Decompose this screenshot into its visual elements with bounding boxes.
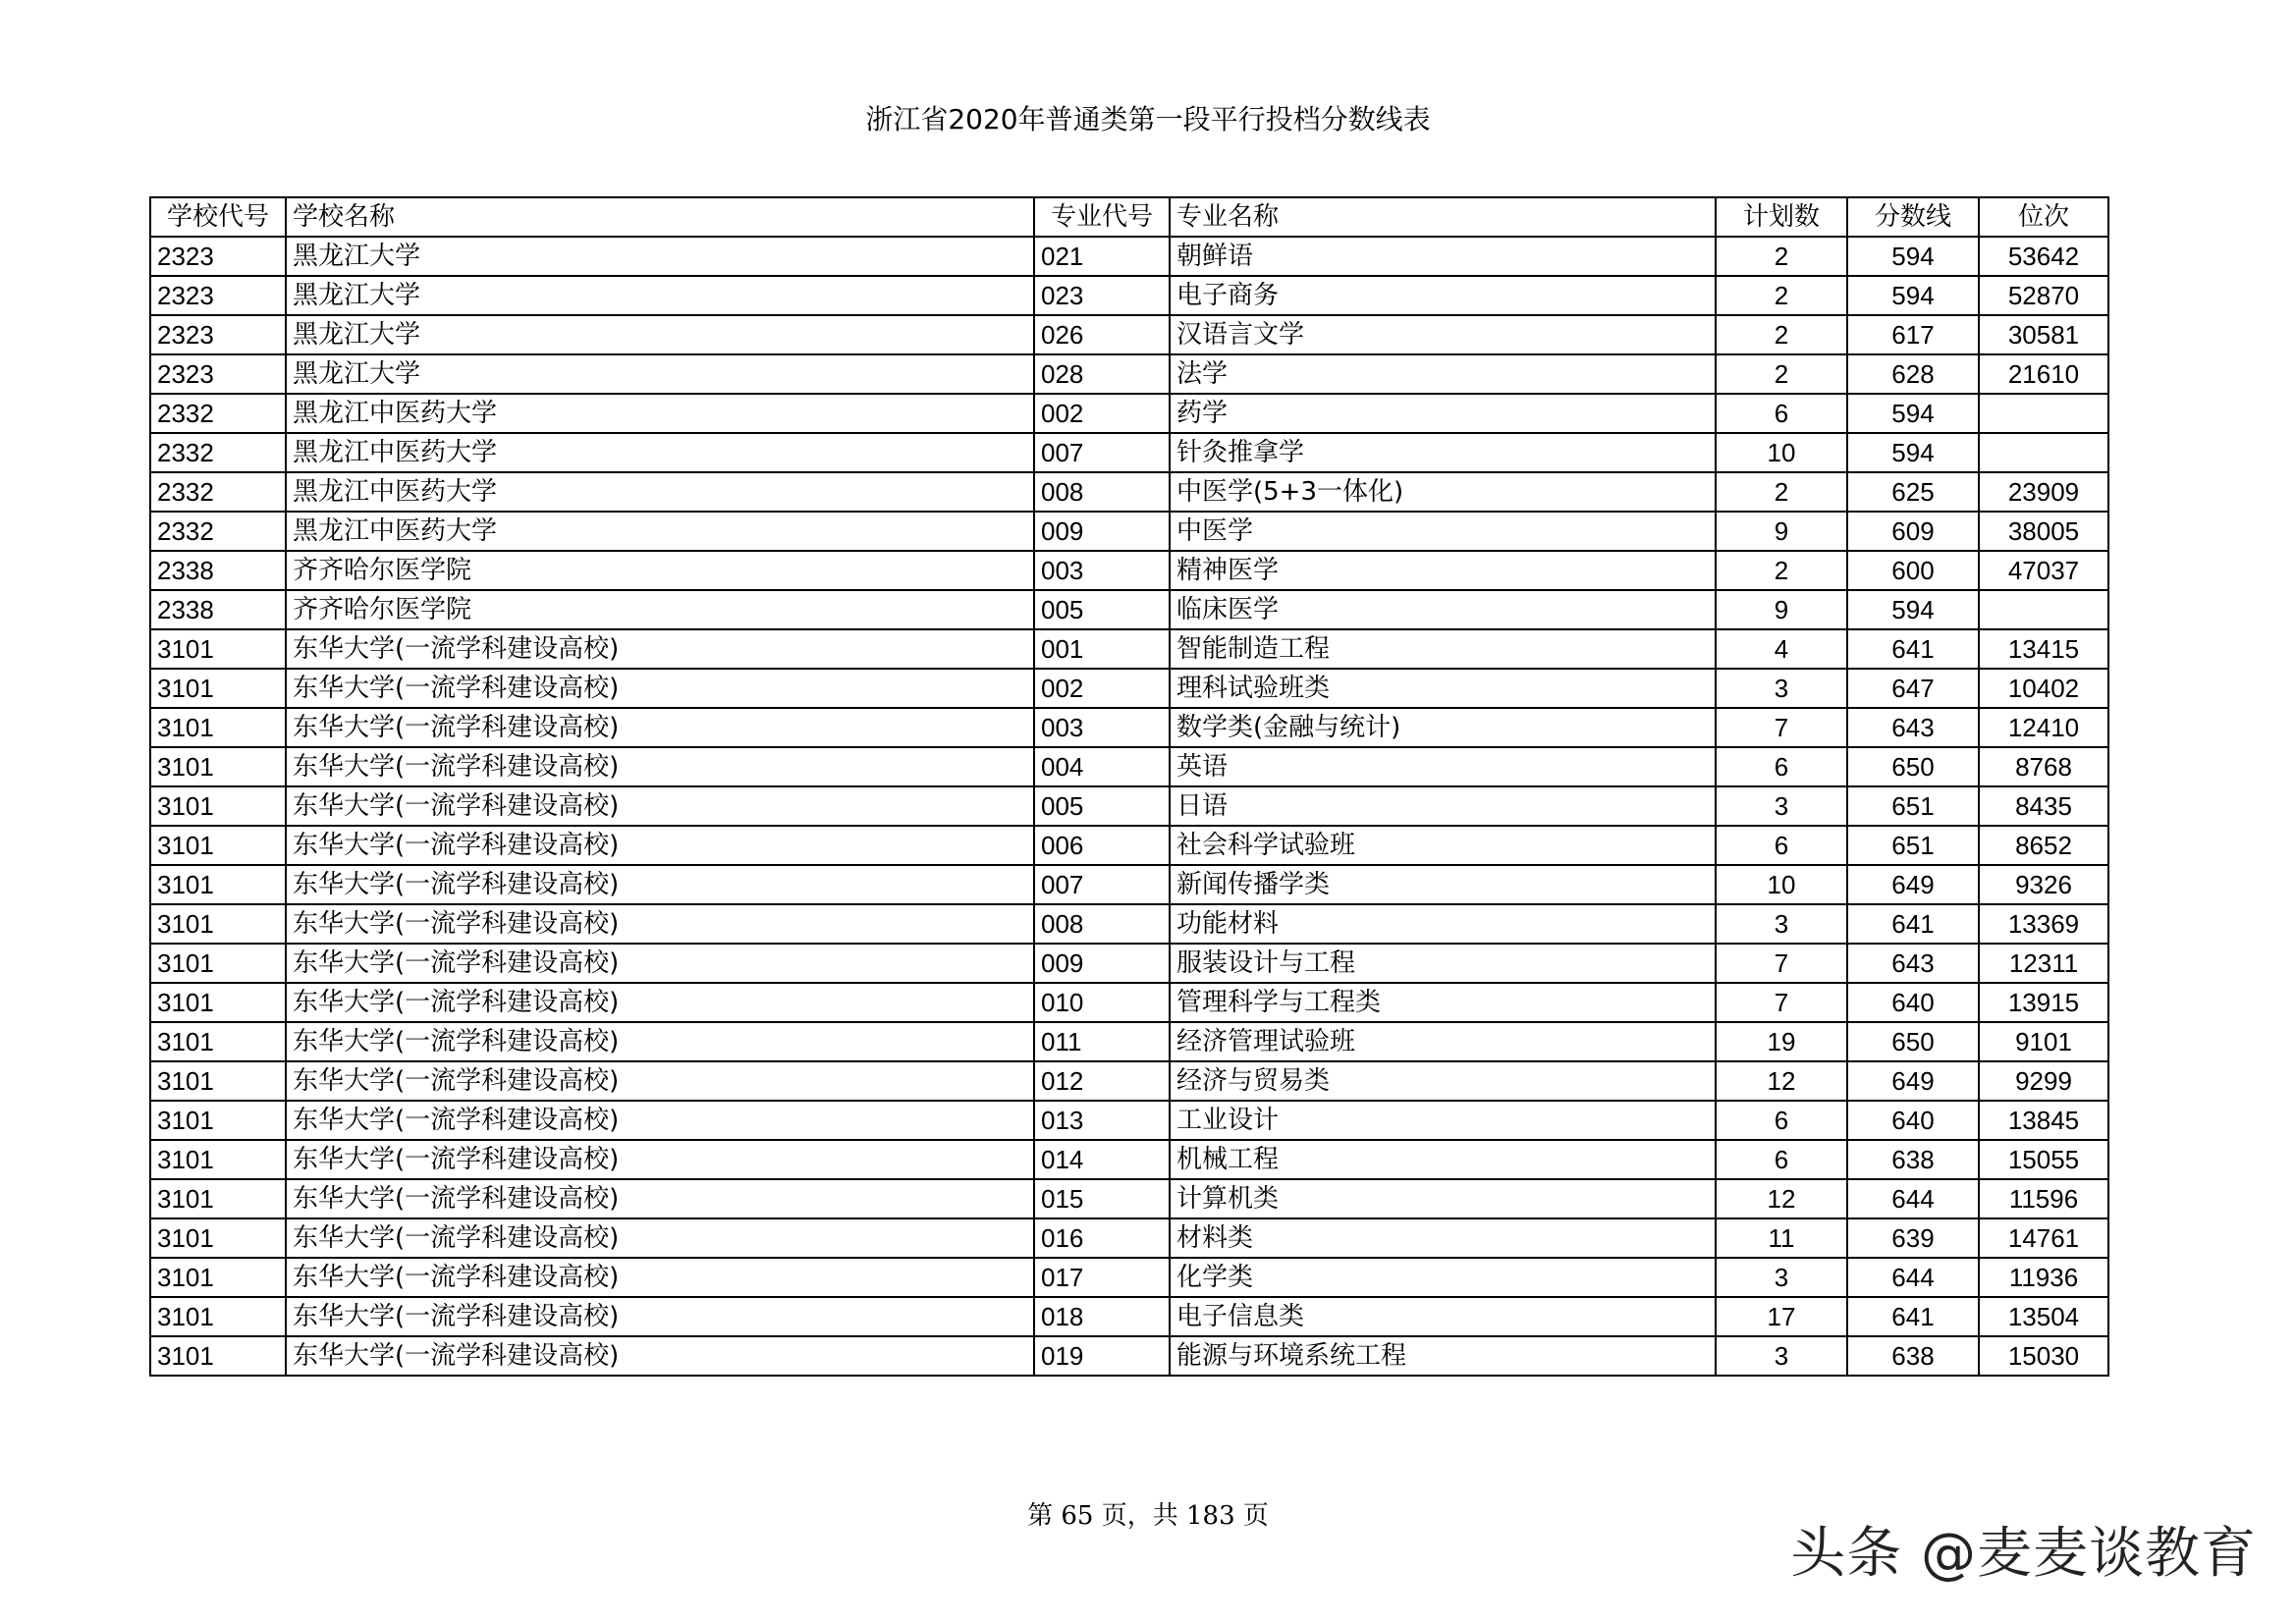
cell-school-name: 东华大学(一流学科建设高校)	[286, 786, 1034, 826]
cell-major-code: 019	[1034, 1336, 1170, 1376]
table-row	[150, 1297, 2108, 1336]
cell-plan: 2	[1716, 551, 1847, 590]
cell-major-name: 机械工程	[1170, 1140, 1716, 1179]
cell-plan: 3	[1716, 786, 1847, 826]
cell-plan: 3	[1716, 669, 1847, 708]
cell-plan: 9	[1716, 590, 1847, 629]
cell-school-name: 东华大学(一流学科建设高校)	[286, 826, 1034, 865]
cell-school-code: 3101	[150, 747, 286, 786]
table-row	[150, 983, 2108, 1022]
header-rank: 位次	[1979, 197, 2108, 237]
cell-score: 650	[1847, 747, 1979, 786]
table-row	[150, 1258, 2108, 1297]
cell-score: 651	[1847, 826, 1979, 865]
cell-school-name: 黑龙江中医药大学	[286, 512, 1034, 551]
cell-plan: 2	[1716, 315, 1847, 354]
cell-major-code: 011	[1034, 1022, 1170, 1061]
cell-score: 625	[1847, 472, 1979, 512]
cell-major-name: 精神医学	[1170, 551, 1716, 590]
cell-major-name: 计算机类	[1170, 1179, 1716, 1218]
table-row	[150, 1061, 2108, 1101]
cell-major-code: 003	[1034, 708, 1170, 747]
cell-rank: 13415	[1979, 629, 2108, 669]
cell-score: 640	[1847, 983, 1979, 1022]
cell-score: 644	[1847, 1258, 1979, 1297]
table-row	[150, 669, 2108, 708]
cell-plan: 2	[1716, 354, 1847, 394]
cell-major-name: 新闻传播学类	[1170, 865, 1716, 904]
cell-score: 594	[1847, 394, 1979, 433]
cell-plan: 2	[1716, 276, 1847, 315]
table-row	[150, 629, 2108, 669]
cell-major-code: 002	[1034, 394, 1170, 433]
cell-rank: 14761	[1979, 1218, 2108, 1258]
table-row	[150, 747, 2108, 786]
cell-school-name: 东华大学(一流学科建设高校)	[286, 904, 1034, 944]
cell-rank: 9101	[1979, 1022, 2108, 1061]
header-school-code: 学校代号	[150, 197, 286, 237]
cell-major-name: 理科试验班类	[1170, 669, 1716, 708]
cell-major-name: 经济管理试验班	[1170, 1022, 1716, 1061]
cell-major-code: 007	[1034, 433, 1170, 472]
table-row	[150, 1336, 2108, 1376]
cell-school-code: 2323	[150, 237, 286, 276]
cell-rank: 12410	[1979, 708, 2108, 747]
cell-score: 600	[1847, 551, 1979, 590]
cell-school-code: 2338	[150, 590, 286, 629]
cell-rank: 9299	[1979, 1061, 2108, 1101]
cell-major-code: 017	[1034, 1258, 1170, 1297]
watermark: 头条 @麦麦谈教育	[1790, 1522, 2257, 1586]
cell-score: 649	[1847, 1061, 1979, 1101]
cell-school-name: 黑龙江大学	[286, 354, 1034, 394]
cell-major-name: 社会科学试验班	[1170, 826, 1716, 865]
cell-school-code: 2332	[150, 394, 286, 433]
table-body	[150, 237, 2108, 1376]
cell-rank	[1979, 394, 2108, 433]
header-plan: 计划数	[1716, 197, 1847, 237]
cell-major-name: 材料类	[1170, 1218, 1716, 1258]
cell-school-code: 3101	[150, 1336, 286, 1376]
cell-school-code: 3101	[150, 1061, 286, 1101]
cell-major-code: 004	[1034, 747, 1170, 786]
page-title: 浙江省2020年普通类第一段平行投档分数线表	[865, 103, 1431, 135]
cell-plan: 7	[1716, 983, 1847, 1022]
table-row	[150, 904, 2108, 944]
table-row	[150, 394, 2108, 433]
cell-school-code: 2323	[150, 354, 286, 394]
cell-plan: 10	[1716, 865, 1847, 904]
cell-rank: 15055	[1979, 1140, 2108, 1179]
cell-plan: 3	[1716, 904, 1847, 944]
cell-score: 644	[1847, 1179, 1979, 1218]
cell-rank: 52870	[1979, 276, 2108, 315]
cell-rank: 8768	[1979, 747, 2108, 786]
cell-school-code: 3101	[150, 1179, 286, 1218]
cell-score: 649	[1847, 865, 1979, 904]
table-row	[150, 1218, 2108, 1258]
cell-school-code: 3101	[150, 944, 286, 983]
cell-rank: 10402	[1979, 669, 2108, 708]
table-row	[150, 708, 2108, 747]
cell-school-name: 东华大学(一流学科建设高校)	[286, 1101, 1034, 1140]
table-row	[150, 433, 2108, 472]
cell-major-name: 服装设计与工程	[1170, 944, 1716, 983]
cell-score: 640	[1847, 1101, 1979, 1140]
table-row	[150, 354, 2108, 394]
cell-rank: 38005	[1979, 512, 2108, 551]
cell-rank: 53642	[1979, 237, 2108, 276]
table-row	[150, 551, 2108, 590]
cell-rank	[1979, 590, 2108, 629]
cell-major-name: 日语	[1170, 786, 1716, 826]
cell-school-code: 3101	[150, 708, 286, 747]
table-header-row	[150, 197, 2108, 237]
cell-major-name: 经济与贸易类	[1170, 1061, 1716, 1101]
table-row	[150, 1140, 2108, 1179]
cell-major-code: 003	[1034, 551, 1170, 590]
cell-score: 647	[1847, 669, 1979, 708]
cell-school-code: 2323	[150, 315, 286, 354]
cell-rank	[1979, 433, 2108, 472]
cell-rank: 11936	[1979, 1258, 2108, 1297]
cell-school-code: 3101	[150, 669, 286, 708]
table-row	[150, 472, 2108, 512]
cell-rank: 21610	[1979, 354, 2108, 394]
cell-major-code: 006	[1034, 826, 1170, 865]
cell-score: 617	[1847, 315, 1979, 354]
cell-school-code: 3101	[150, 1258, 286, 1297]
cell-plan: 10	[1716, 433, 1847, 472]
cell-school-code: 3101	[150, 904, 286, 944]
header-school-name: 学校名称	[286, 197, 1034, 237]
cell-major-code: 005	[1034, 590, 1170, 629]
cell-school-code: 3101	[150, 983, 286, 1022]
table-row	[150, 512, 2108, 551]
cell-school-name: 东华大学(一流学科建设高校)	[286, 1297, 1034, 1336]
cell-plan: 11	[1716, 1218, 1847, 1258]
cell-score: 639	[1847, 1218, 1979, 1258]
cell-school-code: 3101	[150, 629, 286, 669]
header-major-code: 专业代号	[1034, 197, 1170, 237]
table-row	[150, 1179, 2108, 1218]
cell-rank: 9326	[1979, 865, 2108, 904]
cell-rank: 13845	[1979, 1101, 2108, 1140]
cell-school-code: 3101	[150, 865, 286, 904]
cell-school-name: 东华大学(一流学科建设高校)	[286, 1022, 1034, 1061]
cell-score: 641	[1847, 1297, 1979, 1336]
cell-major-code: 005	[1034, 786, 1170, 826]
cell-score: 628	[1847, 354, 1979, 394]
page-footer: 第 65 页，共 183 页	[1027, 1501, 1269, 1531]
cell-school-code: 3101	[150, 1101, 286, 1140]
cell-major-code: 023	[1034, 276, 1170, 315]
cell-school-code: 2332	[150, 472, 286, 512]
cell-major-name: 朝鲜语	[1170, 237, 1716, 276]
table-row	[150, 315, 2108, 354]
cell-school-name: 东华大学(一流学科建设高校)	[286, 865, 1034, 904]
cell-plan: 6	[1716, 1101, 1847, 1140]
header-major-name: 专业名称	[1170, 197, 1716, 237]
cell-major-code: 021	[1034, 237, 1170, 276]
table-row	[150, 1022, 2108, 1061]
cell-plan: 4	[1716, 629, 1847, 669]
cell-major-code: 026	[1034, 315, 1170, 354]
cell-school-name: 东华大学(一流学科建设高校)	[286, 1179, 1034, 1218]
cell-score: 638	[1847, 1140, 1979, 1179]
cell-plan: 17	[1716, 1297, 1847, 1336]
cell-plan: 12	[1716, 1179, 1847, 1218]
cell-score: 594	[1847, 276, 1979, 315]
cell-plan: 19	[1716, 1022, 1847, 1061]
cell-plan: 2	[1716, 472, 1847, 512]
cell-school-name: 东华大学(一流学科建设高校)	[286, 669, 1034, 708]
cell-rank: 13369	[1979, 904, 2108, 944]
cell-plan: 6	[1716, 747, 1847, 786]
cell-major-name: 临床医学	[1170, 590, 1716, 629]
cell-score: 650	[1847, 1022, 1979, 1061]
cell-major-name: 智能制造工程	[1170, 629, 1716, 669]
cell-school-code: 2332	[150, 433, 286, 472]
cell-major-name: 针灸推拿学	[1170, 433, 1716, 472]
cell-school-name: 东华大学(一流学科建设高校)	[286, 944, 1034, 983]
cell-major-name: 功能材料	[1170, 904, 1716, 944]
cell-major-code: 010	[1034, 983, 1170, 1022]
cell-rank: 13915	[1979, 983, 2108, 1022]
cell-school-name: 东华大学(一流学科建设高校)	[286, 983, 1034, 1022]
cell-rank: 30581	[1979, 315, 2108, 354]
cell-major-code: 008	[1034, 472, 1170, 512]
cell-score: 641	[1847, 629, 1979, 669]
cell-school-name: 黑龙江大学	[286, 315, 1034, 354]
cell-major-name: 英语	[1170, 747, 1716, 786]
cell-school-name: 齐齐哈尔医学院	[286, 551, 1034, 590]
cell-rank: 23909	[1979, 472, 2108, 512]
cell-school-code: 2323	[150, 276, 286, 315]
cell-score: 651	[1847, 786, 1979, 826]
cell-major-name: 能源与环境系统工程	[1170, 1336, 1716, 1376]
cell-major-code: 015	[1034, 1179, 1170, 1218]
cell-major-name: 工业设计	[1170, 1101, 1716, 1140]
cell-plan: 12	[1716, 1061, 1847, 1101]
cell-score: 638	[1847, 1336, 1979, 1376]
cell-school-code: 3101	[150, 826, 286, 865]
cell-major-name: 化学类	[1170, 1258, 1716, 1297]
cell-plan: 9	[1716, 512, 1847, 551]
cell-school-code: 3101	[150, 1022, 286, 1061]
cell-rank: 11596	[1979, 1179, 2108, 1218]
cell-school-code: 3101	[150, 786, 286, 826]
cell-score: 643	[1847, 944, 1979, 983]
cell-major-code: 014	[1034, 1140, 1170, 1179]
header-score: 分数线	[1847, 197, 1979, 237]
cell-major-name: 法学	[1170, 354, 1716, 394]
table-row	[150, 276, 2108, 315]
cell-major-code: 002	[1034, 669, 1170, 708]
cell-score: 594	[1847, 237, 1979, 276]
cell-major-code: 001	[1034, 629, 1170, 669]
cell-major-code: 009	[1034, 512, 1170, 551]
cell-score: 609	[1847, 512, 1979, 551]
cell-major-code: 016	[1034, 1218, 1170, 1258]
cell-major-code: 013	[1034, 1101, 1170, 1140]
cell-major-code: 018	[1034, 1297, 1170, 1336]
table-row	[150, 826, 2108, 865]
cell-major-name: 中医学	[1170, 512, 1716, 551]
cell-plan: 6	[1716, 1140, 1847, 1179]
cell-school-name: 东华大学(一流学科建设高校)	[286, 708, 1034, 747]
cell-school-name: 东华大学(一流学科建设高校)	[286, 747, 1034, 786]
cell-major-code: 012	[1034, 1061, 1170, 1101]
cell-rank: 13504	[1979, 1297, 2108, 1336]
cell-score: 594	[1847, 433, 1979, 472]
cell-major-code: 008	[1034, 904, 1170, 944]
cell-rank: 15030	[1979, 1336, 2108, 1376]
cell-school-name: 东华大学(一流学科建设高校)	[286, 1258, 1034, 1297]
cell-school-name: 黑龙江大学	[286, 276, 1034, 315]
cell-score: 643	[1847, 708, 1979, 747]
table-row	[150, 865, 2108, 904]
cell-rank: 47037	[1979, 551, 2108, 590]
table-row	[150, 944, 2108, 983]
cell-major-name: 管理科学与工程类	[1170, 983, 1716, 1022]
cell-score: 594	[1847, 590, 1979, 629]
table-row	[150, 590, 2108, 629]
cell-school-name: 东华大学(一流学科建设高校)	[286, 1218, 1034, 1258]
cell-major-code: 028	[1034, 354, 1170, 394]
cell-school-code: 3101	[150, 1140, 286, 1179]
cell-major-name: 电子商务	[1170, 276, 1716, 315]
cell-plan: 3	[1716, 1258, 1847, 1297]
table-row	[150, 237, 2108, 276]
cell-rank: 12311	[1979, 944, 2108, 983]
table-row	[150, 786, 2108, 826]
cell-plan: 2	[1716, 237, 1847, 276]
cell-major-name: 电子信息类	[1170, 1297, 1716, 1336]
cell-school-name: 黑龙江中医药大学	[286, 394, 1034, 433]
cell-major-code: 009	[1034, 944, 1170, 983]
cell-school-code: 3101	[150, 1297, 286, 1336]
cell-plan: 7	[1716, 708, 1847, 747]
cell-school-name: 黑龙江中医药大学	[286, 433, 1034, 472]
cell-school-code: 2338	[150, 551, 286, 590]
cell-plan: 3	[1716, 1336, 1847, 1376]
table-row	[150, 1101, 2108, 1140]
cell-school-name: 东华大学(一流学科建设高校)	[286, 1140, 1034, 1179]
cell-school-name: 黑龙江大学	[286, 237, 1034, 276]
cell-rank: 8435	[1979, 786, 2108, 826]
cell-school-name: 齐齐哈尔医学院	[286, 590, 1034, 629]
cell-major-name: 中医学(5+3一体化)	[1170, 472, 1716, 512]
score-table	[149, 196, 2109, 1377]
cell-school-code: 3101	[150, 1218, 286, 1258]
cell-school-name: 东华大学(一流学科建设高校)	[286, 629, 1034, 669]
cell-school-name: 东华大学(一流学科建设高校)	[286, 1336, 1034, 1376]
cell-major-name: 汉语言文学	[1170, 315, 1716, 354]
cell-school-name: 东华大学(一流学科建设高校)	[286, 1061, 1034, 1101]
cell-plan: 6	[1716, 826, 1847, 865]
cell-major-code: 007	[1034, 865, 1170, 904]
cell-school-code: 2332	[150, 512, 286, 551]
cell-school-name: 黑龙江中医药大学	[286, 472, 1034, 512]
cell-plan: 6	[1716, 394, 1847, 433]
cell-major-name: 药学	[1170, 394, 1716, 433]
cell-plan: 7	[1716, 944, 1847, 983]
cell-major-name: 数学类(金融与统计)	[1170, 708, 1716, 747]
cell-rank: 8652	[1979, 826, 2108, 865]
cell-score: 641	[1847, 904, 1979, 944]
